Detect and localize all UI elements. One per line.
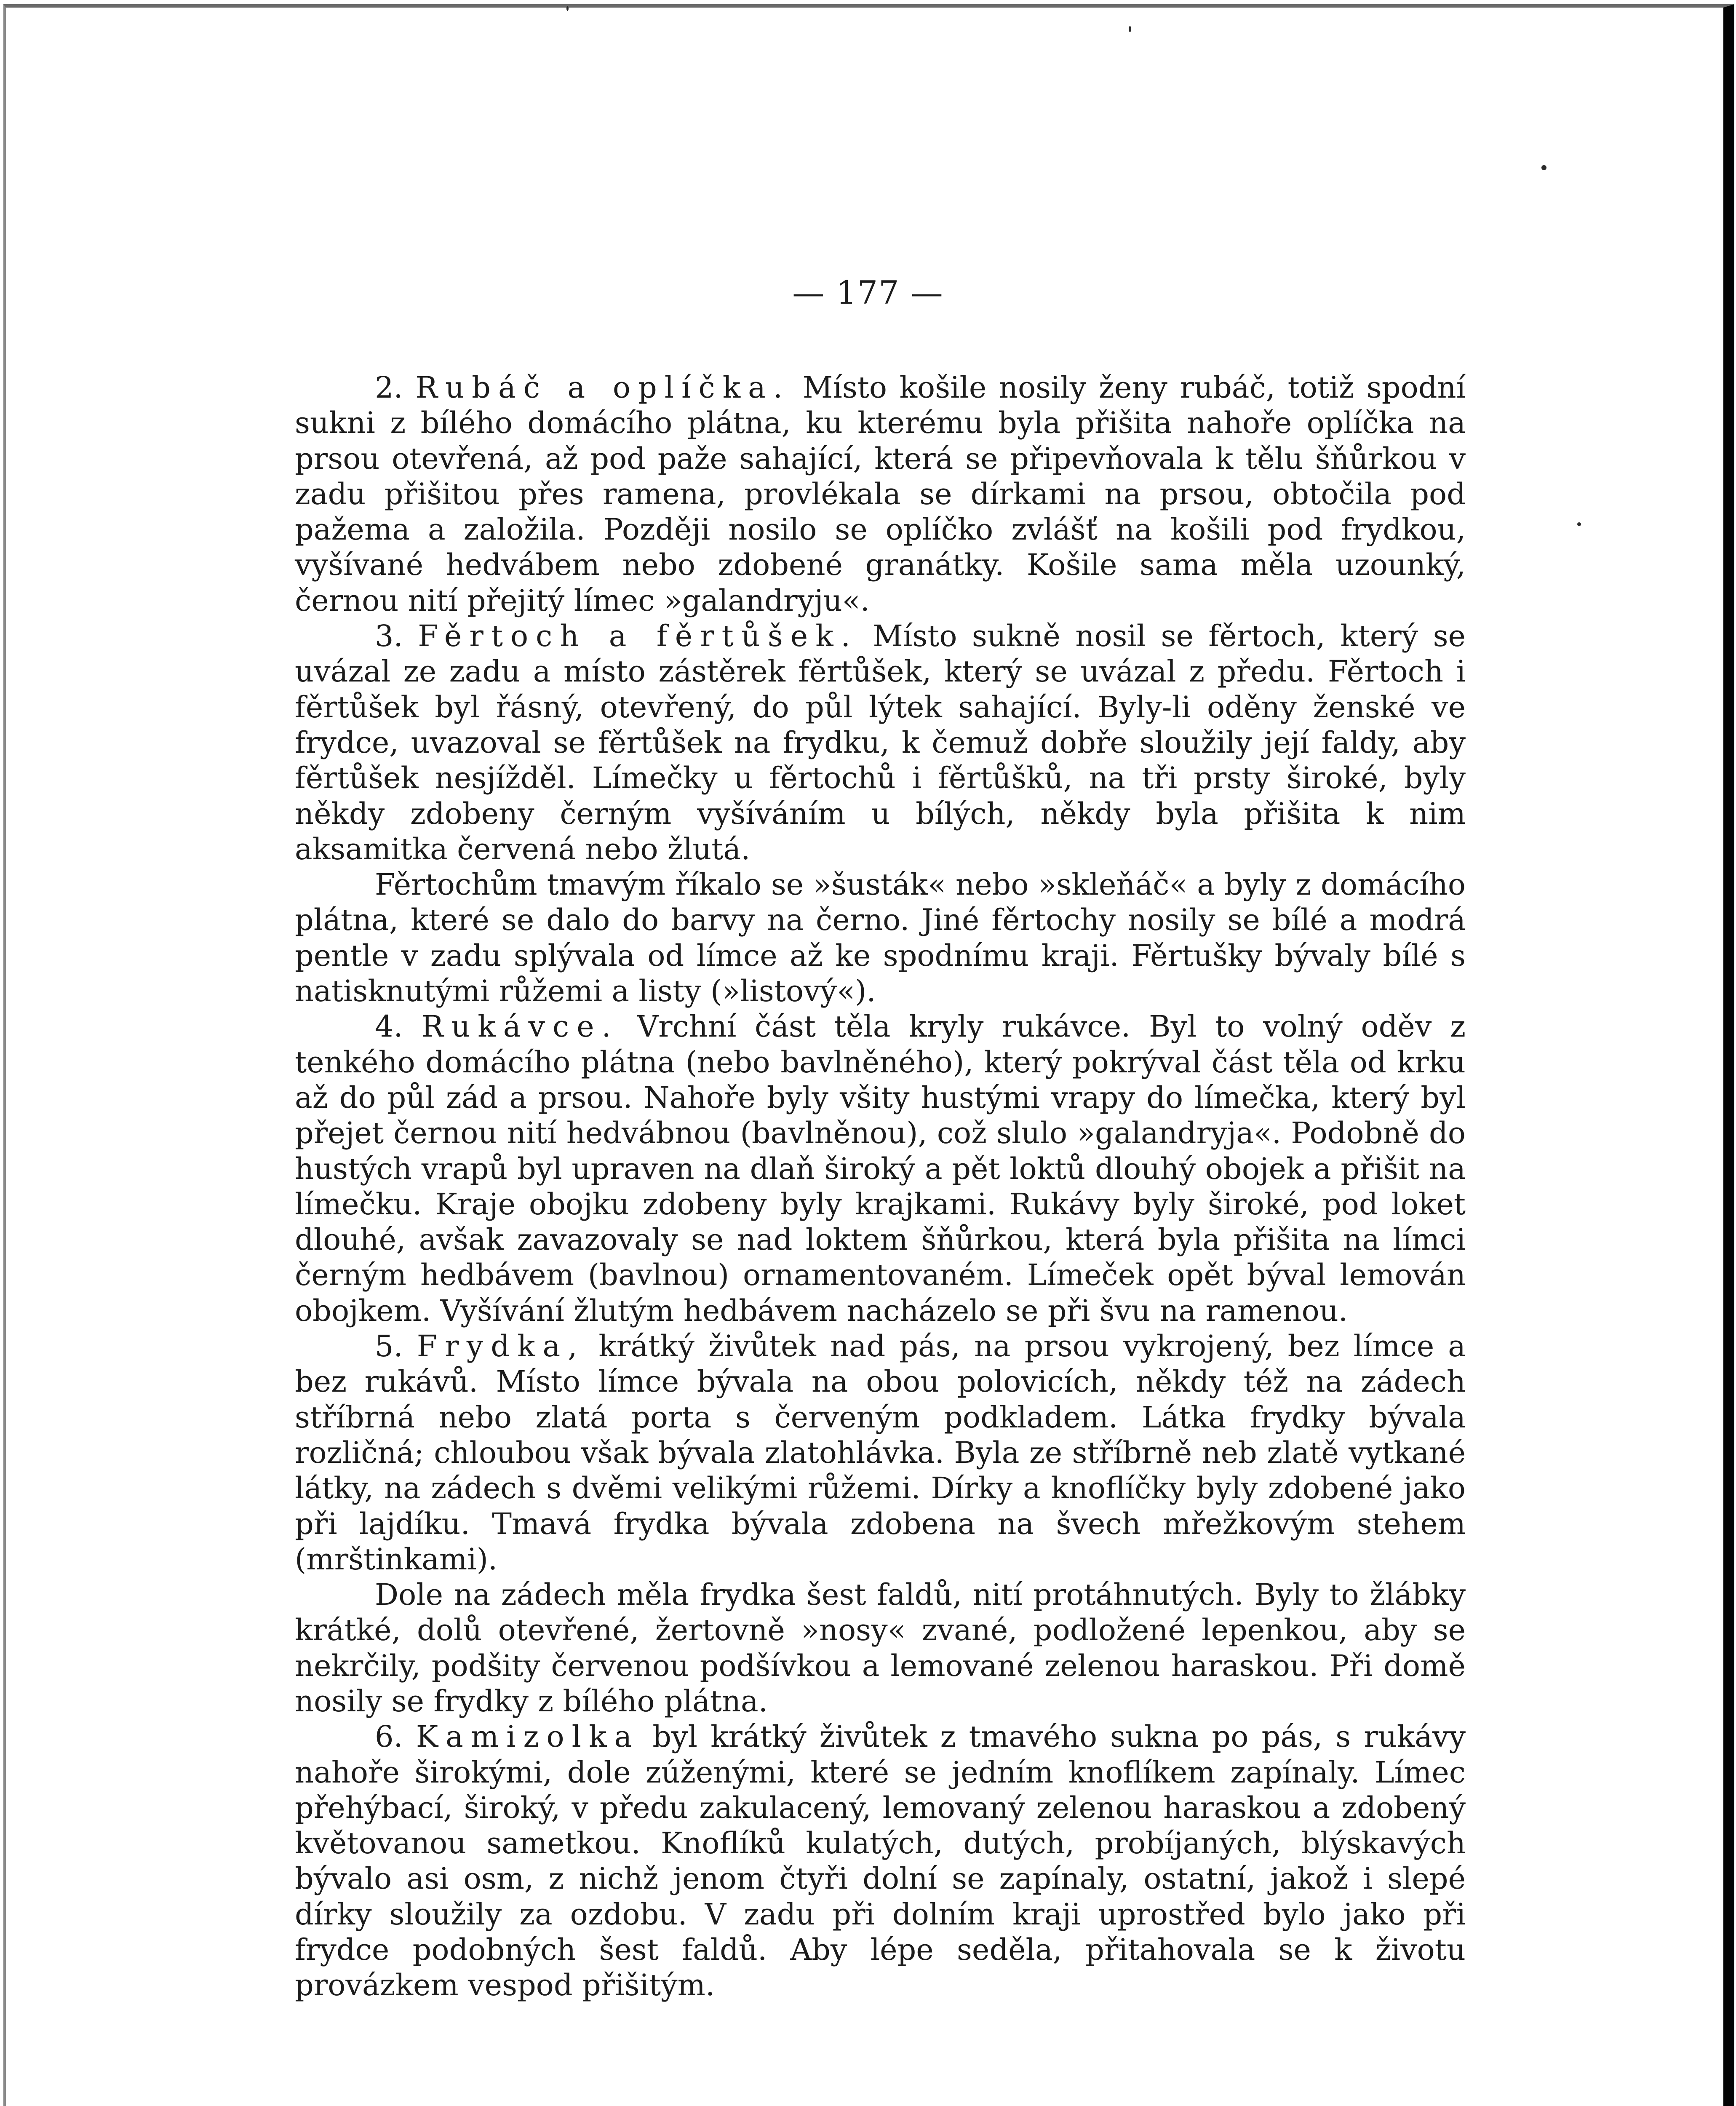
section-number: 3. — [375, 619, 403, 654]
paragraph-text: Místo sukně nosil se fěrtoch, který se uvázal ze zadu a místo zástěrek fěrtůšek, který se uvázal z předu. Fěrtoch i fěrtůšek byl řásný, otevřený, do půl lýtek sahající. Byly-li oděny ženské ve frydce, uvazoval se fěrtůšek na frydku, k čemuž dobře sloužily její faldy, aby fěrtůšek nesjížděl. Límečky u fěrtochů i fěrtůšků, na tři prsty široké, byly někdy zdobeny černým vyšíváním u bílých, někdy byla přišita k nim aksamitka červená nebo žlutá. — [295, 619, 1466, 866]
section-number: 4. — [375, 1009, 403, 1044]
section-number: 5. — [375, 1329, 403, 1364]
section-heading: Rukávce. — [421, 1009, 619, 1044]
paragraph-text: krátký živůtek nad pás, na prsou vykrojený, bez límce a bez rukávů. Místo límce bývala na obou polovicích, někdy též na zádech stříbrná nebo zlatá porta s červeným podkladem. Látka frydky bývala rozličná; chloubou však bývala zlatohlávka. Byla ze stříbrně neb zlatě vytkané látky, na zádech s dvěmi velikými růžemi. Dírky a knoflíčky byly zdobené jako při lajdíku. Tmavá frydka bývala zdobena na švech mřežkovým stehem (mrštinkami). — [295, 1329, 1466, 1577]
scan-speck — [1129, 26, 1131, 32]
section-heading: Kamizolka — [416, 1719, 640, 1754]
paragraph-text: Místo košile nosily ženy rubáč, totiž spodní sukni z bílého domácího plátna, ku kterému byla přišita nahoře oplíčka na prsou otevřená, až pod paže sahající, která se připevňovala k tělu šňůrkou v zadu přišitou přes ramena, provlékala se dírkami na prsou, obtočila pod pažema a založila. Později nosilo se oplíčko zvlášť na košili pod frydkou, vyšívané hedvábem nebo zdobené granátky. Košile sama měla uzounký, černou nití přejitý límec »galandryju«. — [295, 370, 1466, 618]
paragraph — [295, 1328, 1466, 1577]
paragraph-text: Dole na zádech měla frydka šest faldů, nití protáhnutých. Byly to žlábky krátké, dolů otevřené, žertovně »nosy« zvané, podložené lepenkou, aby se nekrčily, podšity červenou podšívkou a lemované zelenou haraskou. Při domě nosily se frydky z bílého plátna. — [295, 1577, 1466, 1718]
paragraph — [295, 1577, 1466, 1719]
scan-speck — [566, 6, 569, 11]
section-heading: Frydka, — [417, 1329, 585, 1364]
section-number: 2. — [375, 370, 403, 405]
paragraph — [295, 370, 1466, 618]
paragraph — [295, 618, 1466, 867]
section-heading: Rubáč a oplíčka. — [415, 370, 791, 405]
paragraph-text: Fěrtochům tmavým říkalo se »šusták« nebo »skleňáč« a byly z domácího plátna, které se dalo do barvy na černo. Jiné fěrtochy nosily se bílé a modrá pentle v zadu splývala od límce až ke spodnímu kraji. Fěrtušky bývaly bílé s natisknutými růžemi a listy (»listový«). — [295, 867, 1466, 1009]
paragraph — [295, 1009, 1466, 1328]
page-number: — 177 — — [792, 274, 944, 311]
paragraph-text: Vrchní část těla kryly rukávce. Byl to volný oděv z tenkého domácího plátna (nebo bavlněného), který pokrýval část těla od krku až do půl zád a prsou. Nahoře byly všity hustými vrapy do límečka, který byl přejet černou nití hedvábnou (bavlněnou), což slulo »galandryja«. Podobně do hustých vrapů byl upraven na dlaň široký a pět loktů dlouhý obojek a přišit na límečku. Kraje obojku zdobeny byly krajkami. Rukávy byly široké, pod loket dlouhé, avšak zavazovaly se nad loktem šňůrkou, která byla přišita na límci černým hedbávem (bavlnou) ornamentovaném. Límeček opět býval lemován obojkem. Vyšívání žlutým hedbávem nacházelo se při švu na ramenou. — [295, 1009, 1466, 1328]
article-body — [295, 370, 1466, 2003]
paragraph — [295, 1719, 1466, 2003]
section-number: 6. — [375, 1719, 403, 1754]
paragraph-text: byl krátký živůtek z tmavého sukna po pás, s rukávy nahoře širokými, dole zúženými, které se jedním knoflíkem zapínaly. Límec přehýbací, široký, v předu zakulacený, lemovaný zelenou haraskou a zdobený květovanou sametkou. Knoflíků kulatých, dutých, probíjaných, blýskavých bývalo asi osm, z nichž jenom čtyři dolní se zapínaly, ostatní, jakož i slepé dírky sloužily za ozdobu. V zadu při dolním kraji uprostřed bylo jako při frydce podobných šest faldů. Aby lépe seděla, přitahovala se k životu provázkem vespod přišitým. — [295, 1719, 1466, 2003]
paragraph — [295, 867, 1466, 1009]
section-heading: Fěrtoch a fěrtůšek. — [418, 619, 858, 654]
scan-speck — [1541, 165, 1546, 170]
scan-speck — [1577, 522, 1581, 526]
